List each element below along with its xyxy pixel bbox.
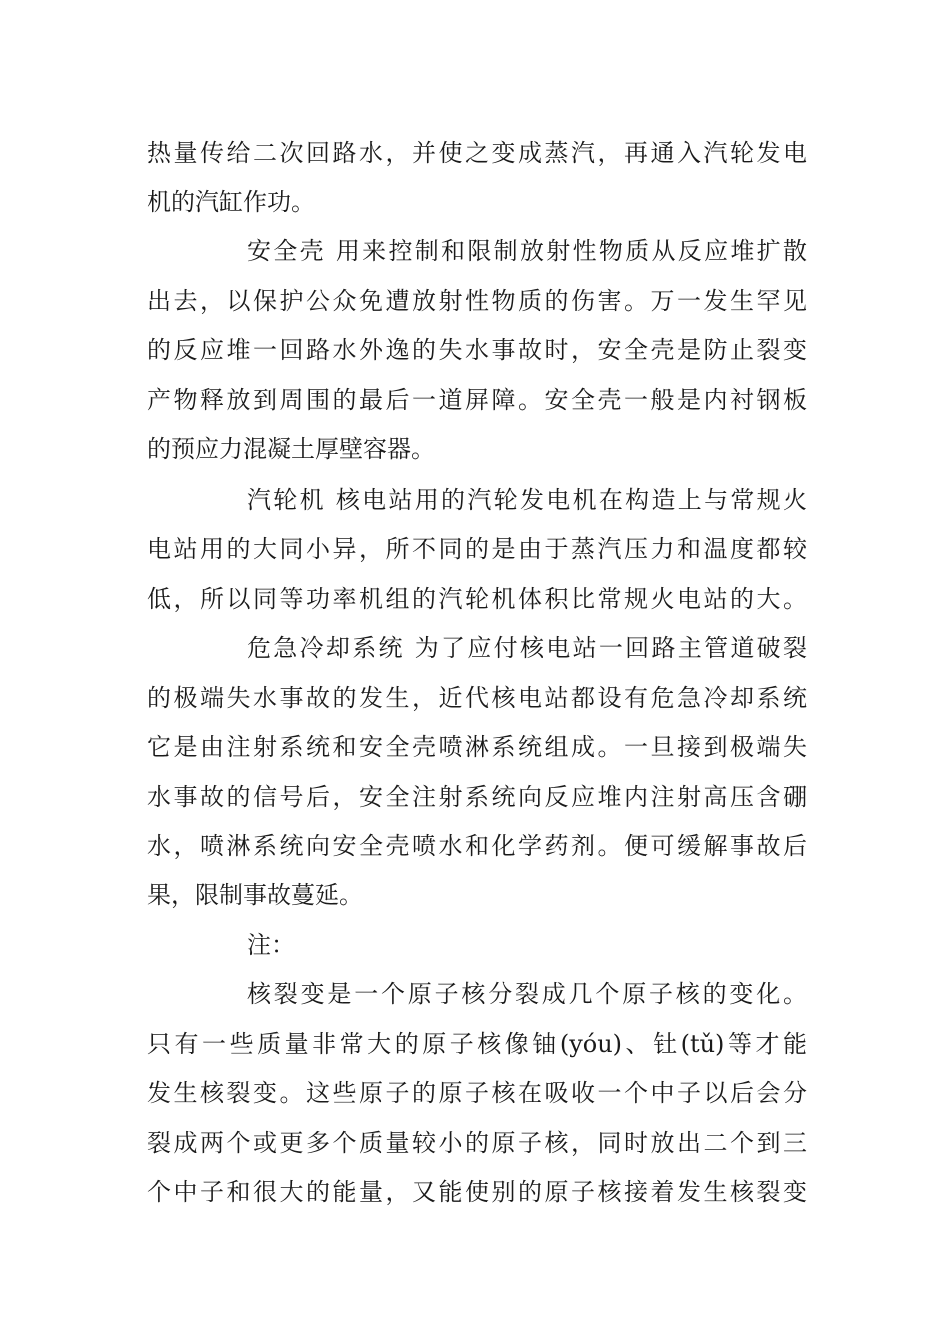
paragraph-heading-line: 安全壳 用来控制和限制放射性物质从反应堆扩散	[247, 237, 807, 265]
text-line: 发生核裂变。这些原子的原子核在吸收一个中子以后会分	[147, 1079, 807, 1107]
text-line: 机的汽缸作功。	[147, 188, 315, 216]
text-line: 的预应力混凝土厚壁容器。	[147, 435, 435, 463]
text-line: 的反应堆一回路水外逸的失水事故时，安全壳是防止裂变	[147, 336, 807, 364]
text-line: 裂成两个或更多个质量较小的原子核，同时放出二个到三	[147, 1129, 807, 1157]
text-line: 它是由注射系统和安全壳喷淋系统组成。一旦接到极端失	[147, 733, 807, 761]
text-line: 产物释放到周围的最后一道屏障。安全壳一般是内衬钢板	[147, 386, 807, 414]
paragraph-heading-line: 汽轮机 核电站用的汽轮发电机在构造上与常规火	[247, 486, 807, 514]
paragraph-heading-line: 核裂变是一个原子核分裂成几个原子核的变化。	[247, 980, 807, 1008]
text-line: 个中子和很大的能量，又能使别的原子核接着发生核裂变	[147, 1178, 807, 1206]
paragraph-heading-line: 危急冷却系统 为了应付核电站一回路主管道破裂	[247, 634, 807, 662]
text-line: 只有一些质量非常大的原子核像铀(yóu)、钍(tǔ)等才能	[147, 1030, 807, 1058]
text-line: 热量传给二次回路水，并使之变成蒸汽，再通入汽轮发电	[147, 139, 807, 167]
text-line: 果，限制事故蔓延。	[147, 881, 363, 909]
text-line: 出去，以保护公众免遭放射性物质的伤害。万一发生罕见	[147, 287, 807, 315]
text-line: 电站用的大同小异，所不同的是由于蒸汽压力和温度都较	[147, 535, 807, 563]
text-line: 的极端失水事故的发生，近代核电站都设有危急冷却系统	[147, 684, 807, 712]
note-label: 注：	[247, 931, 295, 959]
text-line: 水，喷淋系统向安全壳喷水和化学药剂。便可缓解事故后	[147, 832, 807, 860]
text-line: 低，所以同等功率机组的汽轮机体积比常规火电站的大。	[147, 585, 807, 613]
text-line: 水事故的信号后，安全注射系统向反应堆内注射高压含硼	[147, 783, 807, 811]
